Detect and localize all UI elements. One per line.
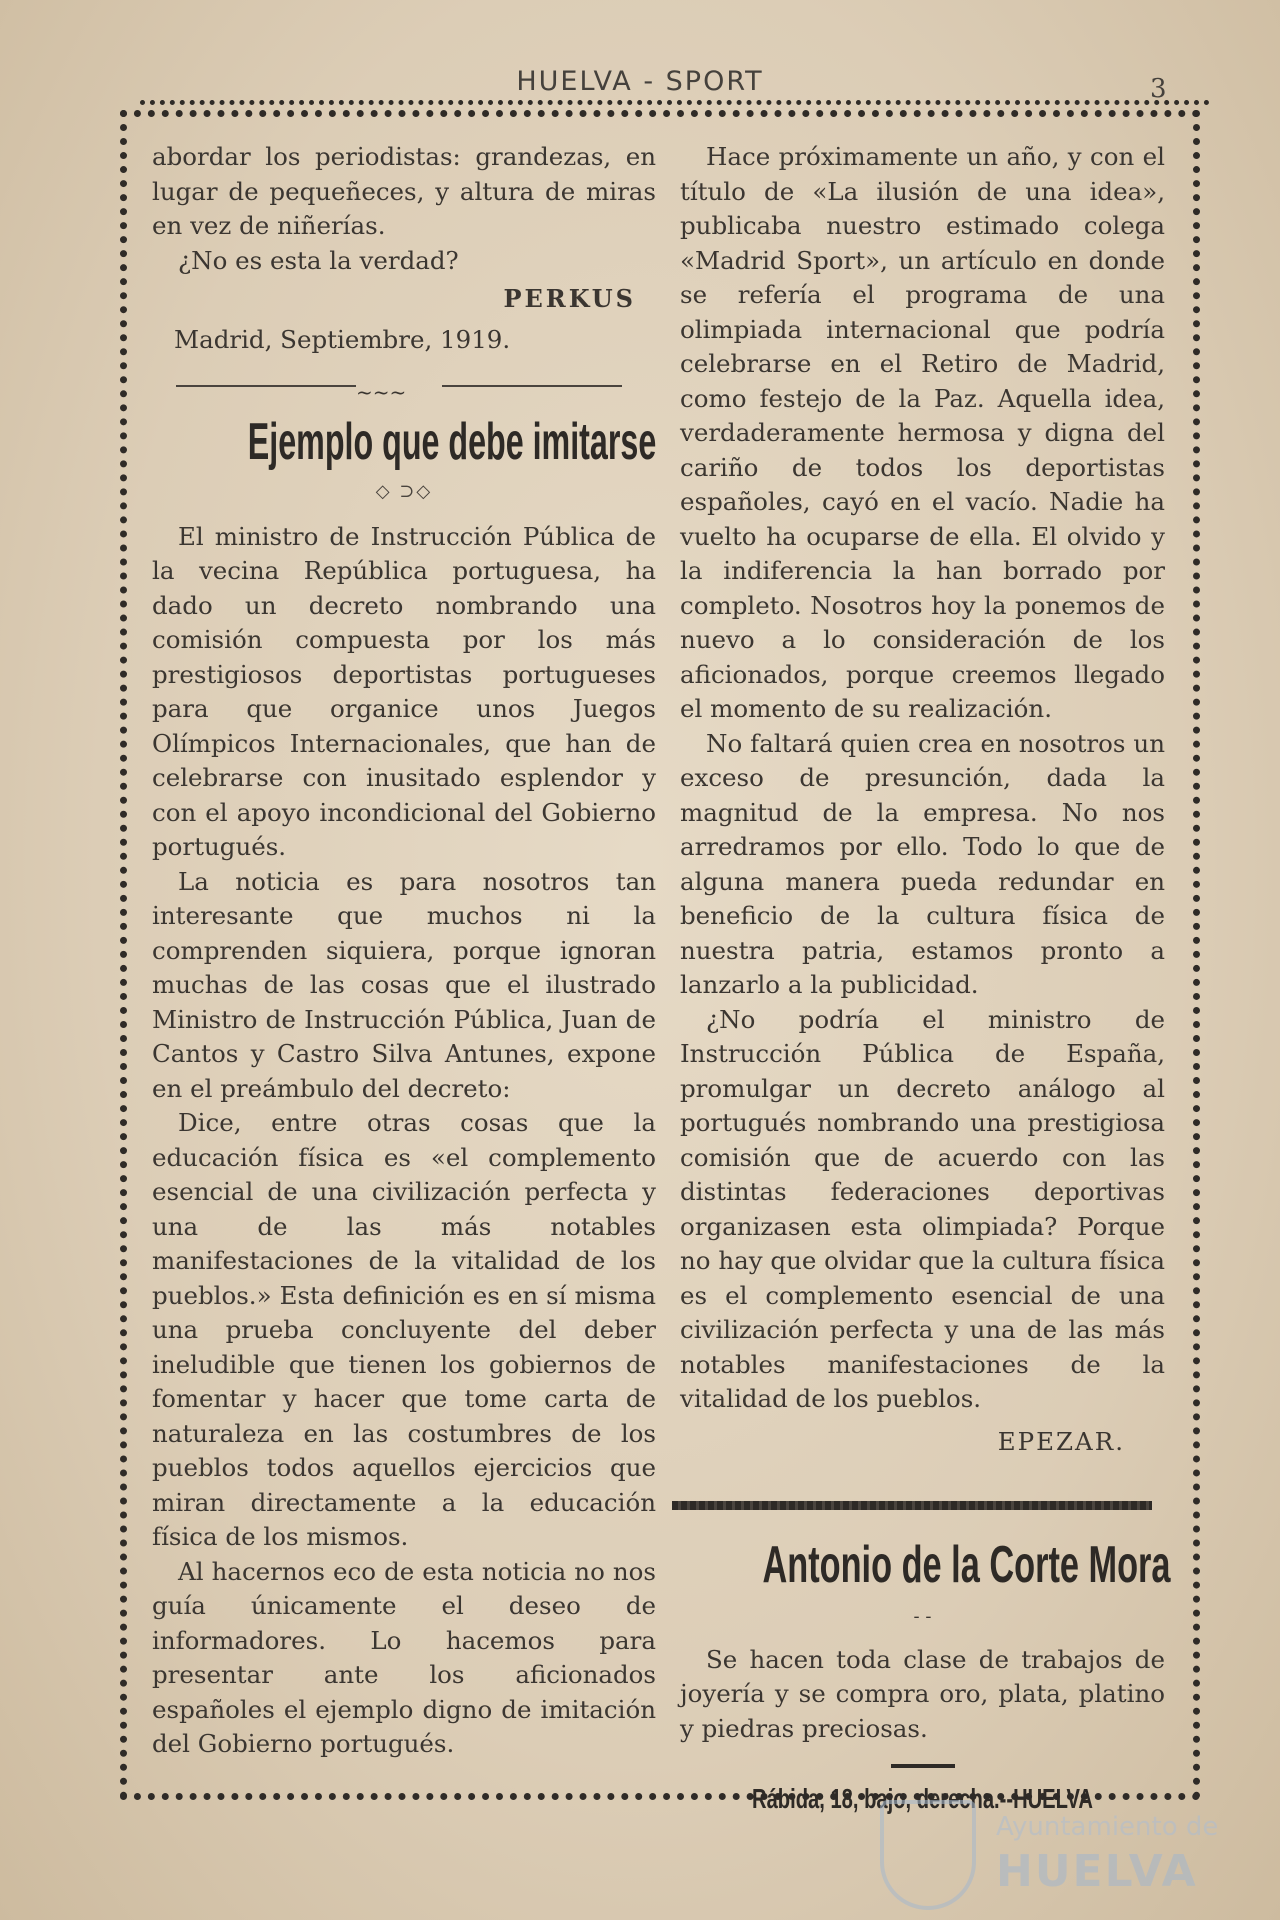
article-paragraph: La noticia es para nosotros tan interesante que muchos ni la comprenden siquiera, porque ignoran muchas de las cosas que el ilustrado Ministro de Instrucción Pública, Juan de Cantos y Castro Silva Antunes, expone en el preámbulo del decreto: — [152, 866, 656, 1103]
advertisement-dash: - - — [913, 1606, 932, 1627]
watermark-line2: HUELVA — [996, 1846, 1198, 1897]
archive-watermark — [880, 1800, 1220, 1910]
divider-line-right — [442, 385, 622, 387]
article-paragraph: El ministro de Instrucción Pública de la vecina República portuguesa, ha dado un decreto nombrando una comisión compuesta por los más prestigiosos deportistas portugueses para que organice unos Juegos Olímpicos Internacionales, que han de celebrarse con inusitado esplendor y con el apoyo incondicional del Gobierno portugués. — [152, 521, 656, 861]
article-signature-perkus: PERKUS — [503, 284, 636, 313]
section-divider — [152, 371, 656, 404]
city-shield-icon — [880, 1800, 976, 1910]
article-title: Ejemplo que debe imitarse — [247, 413, 657, 471]
article-signature-epezar: EPEZAR. — [997, 1426, 1125, 1456]
watermark-line1: Ayuntamiento de — [996, 1812, 1219, 1842]
right-column — [680, 140, 1171, 1817]
advertisement-rule — [891, 1764, 955, 1768]
divider-swirl-icon: ~~~ — [356, 380, 407, 404]
running-title: HUELVA - SPORT — [516, 66, 764, 97]
continuation-paragraph: abordar los periodistas: grandezas, en lugar de pequeñeces, y altura de miras en vez de niñerías. — [152, 142, 656, 240]
article-paragraph: Al hacernos eco de esta noticia no nos guía únicamente el deseo de informadores. Lo hacemos para presentar ante los aficionados españoles el ejemplo digno de imitación del Gobierno portugués. — [152, 1556, 656, 1758]
continuation-question: ¿No es esta la verdad? — [178, 245, 459, 275]
divider-line-left — [176, 385, 356, 387]
title-ornament-icon: ◇ ⊃◇ — [375, 481, 433, 502]
left-column — [152, 140, 656, 1762]
article-paragraph: Hace próximamente un año, y con el título de «La ilusión de una idea», publicaba nuestro estimado colega «Madrid Sport», un artículo en donde se refería el programa de una olimpiada internacional que podría celebrarse en el Retiro de Madrid, como festejo de la Paz. Aquella idea, verdaderamente hermosa y digna del cariño de todos los deportistas españoles, cayó en el vacío. Nadie ha vuelto ha ocuparse de ella. El olvido y la indiferencia la han borrado por completo. Nosotros hoy la ponemos de nuevo a lo consideración de los aficionados, porque creemos llegado el momento de su realización. — [680, 142, 1165, 723]
page-number: 3 — [1150, 74, 1167, 104]
article-paragraph: No faltará quien crea en nosotros un exceso de presunción, dada la magnitud de la empresa. No nos arredramos por ello. Todo lo que de alguna manera pueda redundar en beneficio de la cultura física de nuestra patria, estamos pronto a lanzarlo a la publicidad. — [680, 728, 1165, 999]
advertisement-name: Antonio de la Corte Mora — [762, 1536, 1171, 1594]
advertisement-body: Se hacen toda clase de trabajos de joyería y se compra oro, plata, platino y piedras preciosas. — [680, 1644, 1165, 1743]
article-paragraph: ¿No podría el ministro de Instrucción Pública de España, promulgar un decreto análogo al portugués nombrando una prestigiosa comisión que de acuerdo con las distintas federaciones deportivas organizasen esta olimpiada? Porque no hay que olvidar que la cultura física es el complemento esencial de una civilización perfecta y una de las más notables manifestaciones de la vitalidad de los pueblos. — [680, 1004, 1165, 1413]
article-paragraph: Dice, entre otras cosas que la educación física es «el complemento esencial de una civilización perfecta y una de las más notables manifestaciones de la vitalidad de los pueblos.» Esta definición es en sí misma una prueba concluyente del deber ineludible que tienen los gobiernos de fomentar y hacer que tome carta de naturaleza en las costumbres de los pueblos todos aquellos ejercicios que miran directamente a la educación física de los mismos. — [152, 1108, 656, 1551]
advertisement-separator — [672, 1501, 1152, 1510]
dateline: Madrid, Septiembre, 1919. — [174, 324, 511, 354]
advertisement-address: Rábida, 18, bajo, derecha.--HUELVA — [752, 1783, 1093, 1814]
